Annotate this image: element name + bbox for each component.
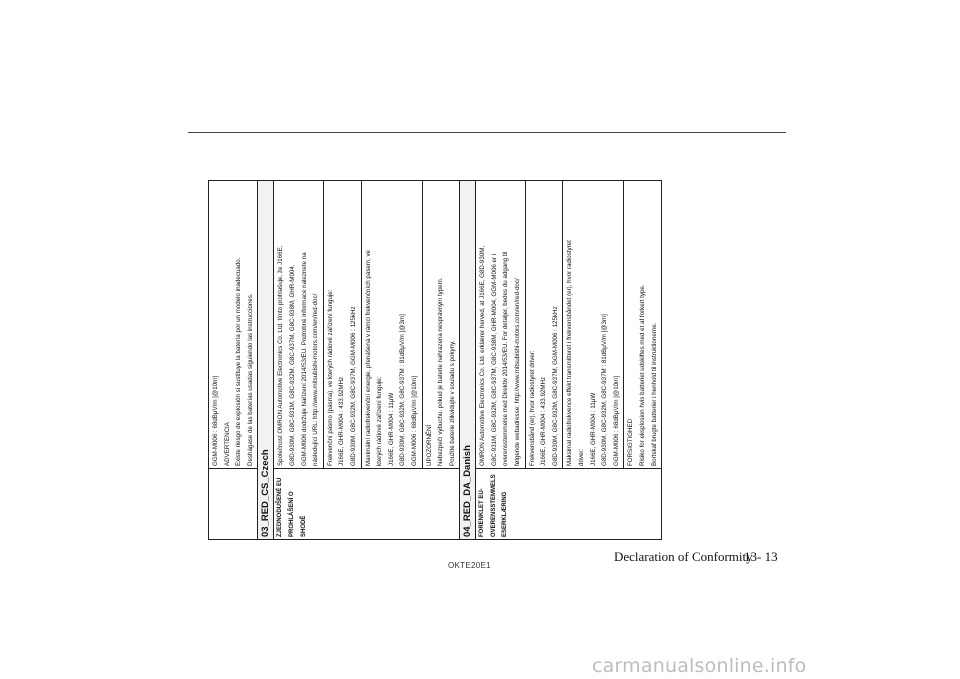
section-heading-cs: 03_RED_CS_Czech (258, 181, 274, 540)
cs-line: Nebezpečí výbuchu, pokud je baterie nahrazena nesprávným typem. (437, 277, 445, 466)
da-line: GGM-M006 : 68dBμV/m [@10m] (612, 376, 620, 466)
cs-line: Společnost OMRON Automotive Electronics Co. Ltd. tímto prohlašuje, že J166E, (277, 245, 285, 466)
cs-line: Frekvenční pásmo (pásma), ve kterých rádiové zařízení funguje: (326, 289, 334, 466)
cs-line: UPOZORNĚNÍ (425, 424, 433, 466)
cs-line: Použité baterie zlikvidujte v souladu s pokyny. (448, 340, 456, 466)
da-line: OMRON Automotive Electronics Co. Ltd. erklærer herved, at J166E, G8D-930M, (479, 245, 487, 466)
declaration-table (208, 180, 662, 540)
cs-line: G8D-930M, G8C-932M, G8C-937M, GGM-M006 : 125kHz (349, 306, 357, 466)
label-cs: ZJEDNODUŠENÉ EU PROHLÁŠENÍ O SHODĚ (274, 469, 460, 540)
table-row-intro (209, 181, 258, 540)
rotated-table-container (208, 180, 735, 540)
top-rule (188, 132, 786, 133)
da-line: J166E, GHR-M004 : 11μW (589, 392, 597, 466)
cs-line: GGM-M006 dodržuje Nařízení 2014/53/EU. Podrobné informace naleznete na (300, 252, 308, 466)
da-line: overensstemmelse med Direktiv 2014/53/EU. For detaljer, bedes du adgang til (502, 251, 510, 466)
watermark: carmanualsonline.info (592, 655, 807, 677)
empty-label-cell (209, 469, 258, 540)
cs-frequency (323, 181, 361, 469)
da-power (563, 181, 624, 469)
cs-line: G8D-930M, G8C-931M, G8C-932M, G8C-937M, G8C-938M, GHR-M004, (288, 264, 296, 466)
cs-line: G8D-930M, G8C-932M, G8C-937M : 81dBμV/m [@3m] (399, 314, 407, 466)
page-number: 13- 13 (744, 549, 778, 564)
da-line: Frekvensbånd (er), hvor radiostyret driver: (528, 350, 536, 466)
da-statement (476, 181, 525, 469)
da-warning (624, 181, 662, 469)
da-line: følgende webadresse: http://www.mitsubishi-motors.com/en/red-doc/ (514, 278, 522, 466)
table-row-cs-1 (274, 181, 323, 540)
intro-line: Existe riesgo de explosión si sustituye la batería por un modelo inadecuado. (235, 257, 243, 466)
label-da: FORENKLET EU-OVERENSSTEMMELSESERKLÆRING (476, 469, 662, 540)
cs-warning (422, 181, 460, 469)
cs-line: Maximální radiofrekvenční energie, přenášená v rámci frekvenčních pásem, ve (364, 250, 372, 466)
intro-line: GGM-M006 : 68dBμV/m [@10m] (212, 376, 219, 466)
da-line: FORSIGTIGHED (627, 418, 635, 466)
intro-line: ADVERTENCIA (223, 422, 231, 466)
da-line: Maksimal radiofrekvence effekt transmitteret i frekvensbåndet (er), hvor radiostyret (566, 240, 574, 466)
cs-statement (274, 181, 323, 469)
da-line: J166E, GHR-M004 : 433.92MHz (540, 376, 548, 466)
intro-line: Deshágase de las baterías usadas siguiendo las instrucciones. (246, 293, 254, 466)
da-line: G8D-930M, G8C-932M, G8C-937M, GGM-M006 : 125kHz (551, 306, 559, 466)
cs-line: J166E, GHR-M004 : 433.92MHz (338, 376, 346, 466)
table-row-da-1 (476, 181, 525, 540)
section-heading-da: 04_RED_DA_Danish (460, 181, 476, 540)
rotated-document-region (208, 180, 735, 540)
da-line: G8C-931M, G8C-932M, G8C-937M, G8C-938M, GHR-M004, GGM-M006 er i (490, 253, 498, 466)
cs-power (361, 181, 422, 469)
da-line: Risiko for eksplosion hvis batteriet udskiftes med et af forkert type. (639, 284, 646, 466)
intro-content (209, 181, 258, 469)
section-row-da (460, 181, 476, 540)
cs-line: GGM-M006 : 68dBμV/m [@10m] (410, 376, 418, 466)
da-frequency (525, 181, 563, 469)
da-line: G8D-930M, G8C-932M, G8C-937M : 81dBμV/m [@3m] (601, 314, 609, 466)
cs-line: J166E, GHR-M004 : 11μW (387, 392, 395, 466)
cs-line: následující URL: http://www.mitsubishi-motors.com/en/red-doc/ (312, 293, 320, 466)
cs-line: kterých rádiové zařízení funguje: (376, 376, 384, 466)
document-code: OKTE20E1 (448, 561, 491, 570)
da-line: driver: (578, 448, 586, 466)
section-row-cs (258, 181, 274, 540)
da-line: Bortskaf brugte batterier i henhold til instruktionerne. (650, 322, 658, 466)
section-title: Declaration of Conformity (614, 549, 753, 564)
